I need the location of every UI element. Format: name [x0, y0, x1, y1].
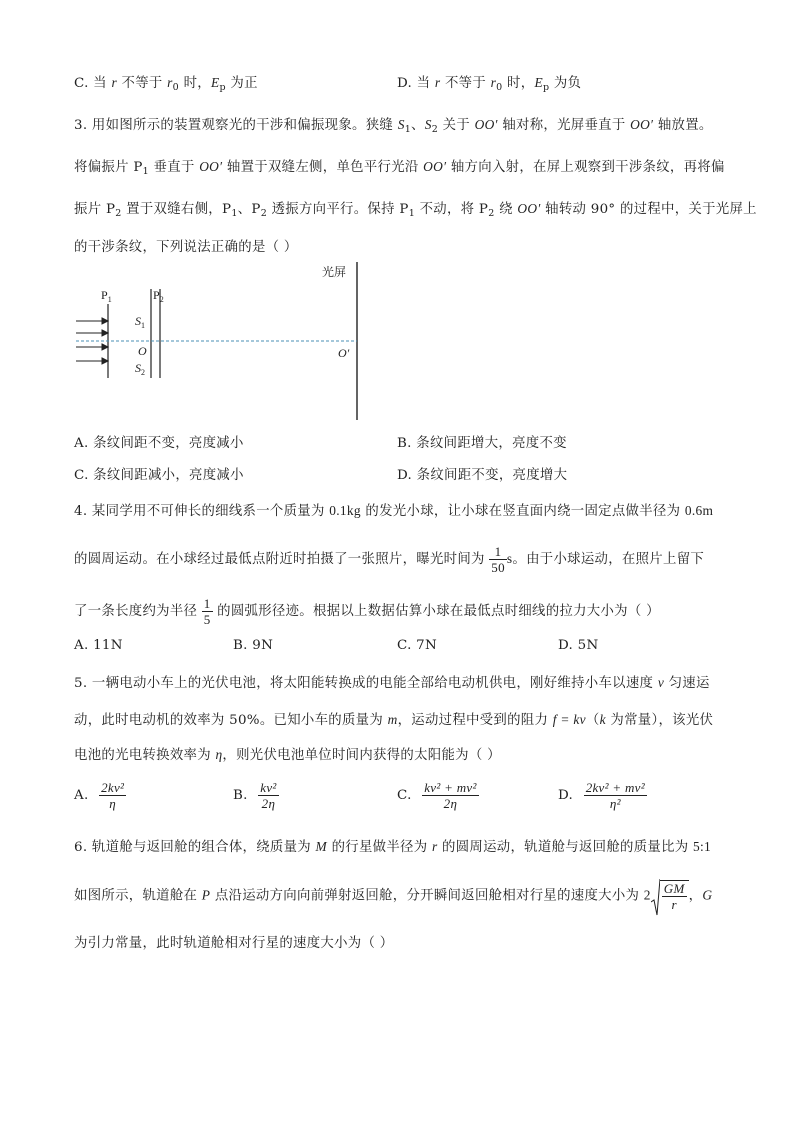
var-M: M	[315, 839, 328, 854]
fraction-numerator: kv²	[260, 780, 277, 795]
q3-option-c[interactable]: C. 条纹间距减小，亮度减小	[74, 468, 244, 483]
text: 的圆周运动。在小球经过最低点附近时拍摄了一张照片，曝光时间为	[74, 552, 490, 567]
q3-option-d[interactable]: D. 条纹间距不变，亮度增大	[397, 468, 568, 483]
text: 轴对称，光屏垂直于	[497, 118, 631, 133]
fraction-denominator: 5	[203, 612, 211, 627]
text: ，	[688, 888, 703, 904]
q5-line-2	[74, 709, 713, 728]
text: 垂直于	[149, 160, 200, 175]
q3-line-3	[74, 198, 757, 219]
text: 点沿运动方向向前弹射返回舱，分开瞬间返回舱相对行星的速度大小为	[210, 888, 644, 904]
var-S: S	[397, 117, 405, 132]
q4-option-a[interactable]: A. 11N	[74, 638, 123, 653]
var-G: G	[702, 887, 713, 903]
q4-line-2	[74, 544, 704, 575]
q4-option-c[interactable]: C. 7N	[397, 638, 438, 653]
subscript: p	[542, 82, 550, 93]
text: 3. 用如图所示的装置观察光的干涉和偏振现象。狭缝	[74, 118, 398, 133]
q6-line-1	[74, 836, 711, 855]
fraction-numerator: 1	[203, 596, 211, 611]
o-label: O	[138, 344, 147, 358]
fraction-denominator: 2η	[261, 796, 276, 811]
subscript: p	[219, 82, 226, 93]
option-text: 时，	[502, 76, 535, 91]
q3-line-1	[74, 114, 713, 135]
option-fraction	[99, 780, 126, 811]
text: 的行星做半径为	[327, 840, 432, 855]
text: 置于双缝右侧，P	[121, 202, 232, 217]
s2-label: $S_2$	[135, 361, 145, 377]
var-P: P	[201, 887, 211, 903]
option-fraction	[584, 780, 647, 811]
subscript: 2	[260, 208, 268, 219]
option-label: A.	[74, 788, 89, 803]
var-E: E	[210, 75, 220, 90]
text: ，运动过程中受到的阻力	[397, 713, 553, 728]
fraction-numerator: 2kv²	[101, 780, 125, 795]
text: 轴放置。	[653, 118, 713, 133]
q5-option-b[interactable]	[233, 780, 279, 811]
text: 电池的光电转换效率为	[74, 748, 216, 763]
var-E: E	[534, 75, 543, 90]
text: 为引力常量，此时轨道舱相对行星的速度大小为（ ）	[74, 936, 394, 951]
fraction-denominator: η²	[609, 796, 621, 811]
q3-line-2	[74, 156, 725, 177]
text: 将偏振片 P	[74, 160, 143, 175]
q2-option-d[interactable]	[397, 72, 581, 93]
var-OO: OO′	[517, 201, 541, 216]
text: 、P	[237, 202, 261, 217]
q5-line-3	[74, 744, 501, 763]
text: 轴方向入射，在屏上观察到干涉条纹，再将偏	[446, 160, 725, 175]
option-label: D.	[558, 788, 574, 803]
interference-diagram	[72, 262, 372, 424]
text: 4. 某同学用不可伸长的细线系一个质量为	[74, 504, 330, 519]
mass-value: 0.1kg	[329, 503, 361, 518]
subscript: 2	[115, 208, 122, 219]
text: 如图所示，轨道舱在	[74, 888, 202, 904]
sqrt-fraction	[660, 880, 689, 912]
option-fraction	[422, 780, 478, 811]
option-label: B.	[233, 788, 248, 803]
var-v: v	[657, 675, 665, 690]
q5-option-d[interactable]	[558, 780, 647, 811]
s1-label: $S_1$	[135, 314, 145, 330]
var-OO: OO′	[199, 159, 223, 174]
subscript: 1	[408, 208, 416, 219]
text: ，则光伏电池单位时间内获得的太阳能为（ ）	[222, 748, 501, 763]
text: 的圆弧形径迹。根据以上数据估算小球在最低点时细线的拉力大小为（ ）	[212, 604, 660, 619]
text: 透振方向平行。保持 P	[267, 202, 409, 217]
subscript: 0	[496, 82, 503, 93]
var-k: k	[599, 712, 606, 727]
text: 的干涉条纹，下列说法正确的是（ ）	[74, 240, 298, 255]
option-text: D. 当	[397, 76, 435, 91]
text: 、	[411, 118, 425, 133]
text: （	[585, 713, 600, 728]
p2-label: $P_2$	[153, 288, 164, 304]
unit: s	[506, 551, 513, 566]
fraction-numerator: GM	[663, 881, 685, 896]
q6-line-3	[74, 932, 393, 951]
fraction-denominator: η	[109, 796, 117, 811]
fraction-denominator: 2η	[443, 796, 458, 811]
text: 轴转动 90° 的过程中，关于光屏上	[540, 202, 757, 217]
var-r0: r	[490, 75, 497, 90]
subscript: 2	[431, 124, 439, 135]
text: 的发光小球，让小球在竖直面内绕一固定点做半径为	[360, 504, 685, 519]
subscript: 0	[172, 82, 180, 93]
subscript: 1	[231, 208, 238, 219]
subscript: 1	[142, 166, 149, 177]
q5-option-c[interactable]	[397, 780, 479, 811]
radical-sign	[651, 878, 660, 916]
var-r: r	[111, 75, 117, 90]
q3-line-4	[74, 236, 298, 255]
text: 。由于小球运动，在照片上留下	[512, 552, 705, 567]
coefficient: 2	[643, 887, 651, 903]
q5-line-1	[74, 672, 710, 691]
option-text: 不等于	[116, 76, 168, 91]
p1-label: $P_1$	[101, 288, 112, 304]
var-S: S	[424, 117, 432, 132]
text: 的圆周运动，轨道舱与返回舱的质量比为	[437, 840, 694, 855]
q5-option-a[interactable]	[74, 780, 126, 811]
q4-line-3	[74, 596, 660, 627]
text: 6. 轨道舱与返回舱的组合体，绕质量为	[74, 840, 316, 855]
sqrt-expression	[651, 880, 689, 912]
text: 匀速运	[664, 676, 710, 691]
text: 5. 一辆电动小车上的光伏电池，将太阳能转换成的电能全部给电动机供电，刚好维持小车以速度	[74, 676, 658, 691]
fraction-denominator: 50	[491, 560, 505, 575]
text: 不动，将 P	[415, 202, 489, 217]
radius-value: 0.6m	[684, 503, 714, 518]
fraction-numerator: kv² + mv²	[424, 780, 477, 795]
text: 为常量），该光伏	[605, 713, 714, 728]
var-OO: OO′	[630, 117, 654, 132]
var-m: m	[387, 712, 398, 727]
var-r: r	[434, 75, 441, 90]
text: 了一条长度约为半径	[74, 604, 202, 619]
q4-line-1	[74, 500, 713, 519]
q4-option-b[interactable]: B. 9N	[233, 638, 274, 653]
fraction-denominator: r	[671, 897, 677, 912]
var-OO: OO′	[474, 117, 498, 132]
exposure-fraction	[489, 544, 507, 575]
option-text: 为负	[549, 76, 582, 91]
option-text: 不等于	[440, 76, 491, 91]
text: 关于	[438, 118, 475, 133]
fraction-numerator: 1	[489, 544, 507, 560]
option-text: C. 当	[74, 76, 112, 91]
subscript: 2	[488, 208, 495, 219]
text: 动，此时电动机的效率为 50%。已知小车的质量为	[74, 713, 388, 728]
q3-option-a[interactable]: A. 条纹间距不变，亮度减小	[74, 436, 244, 451]
o-prime-label: O′	[338, 346, 350, 360]
q6-line-2	[74, 880, 712, 912]
var-eta: η	[215, 747, 223, 762]
arc-fraction	[202, 596, 213, 627]
screen-label: 光屏	[322, 265, 347, 279]
q4-option-d[interactable]: D. 5N	[558, 638, 599, 653]
fraction-numerator: 2kv² + mv²	[585, 780, 645, 795]
option-text: 时，	[179, 76, 211, 91]
option-text: 为正	[225, 76, 258, 91]
option-label: C.	[397, 788, 412, 803]
var-r: r	[431, 839, 438, 854]
text: 振片 P	[74, 202, 116, 217]
text: 绕	[494, 202, 518, 217]
q2-option-c[interactable]	[74, 72, 258, 93]
var-r0: r	[167, 75, 173, 90]
option-fraction	[258, 780, 278, 811]
subscript: 1	[404, 124, 412, 135]
mass-ratio: 5:1	[693, 839, 712, 854]
q3-option-b[interactable]: B. 条纹间距增大，亮度不变	[397, 436, 567, 451]
text: 轴置于双缝左侧，单色平行光沿	[222, 160, 424, 175]
var-OO: OO′	[423, 159, 447, 174]
resistance-formula: f = kv	[552, 712, 586, 727]
